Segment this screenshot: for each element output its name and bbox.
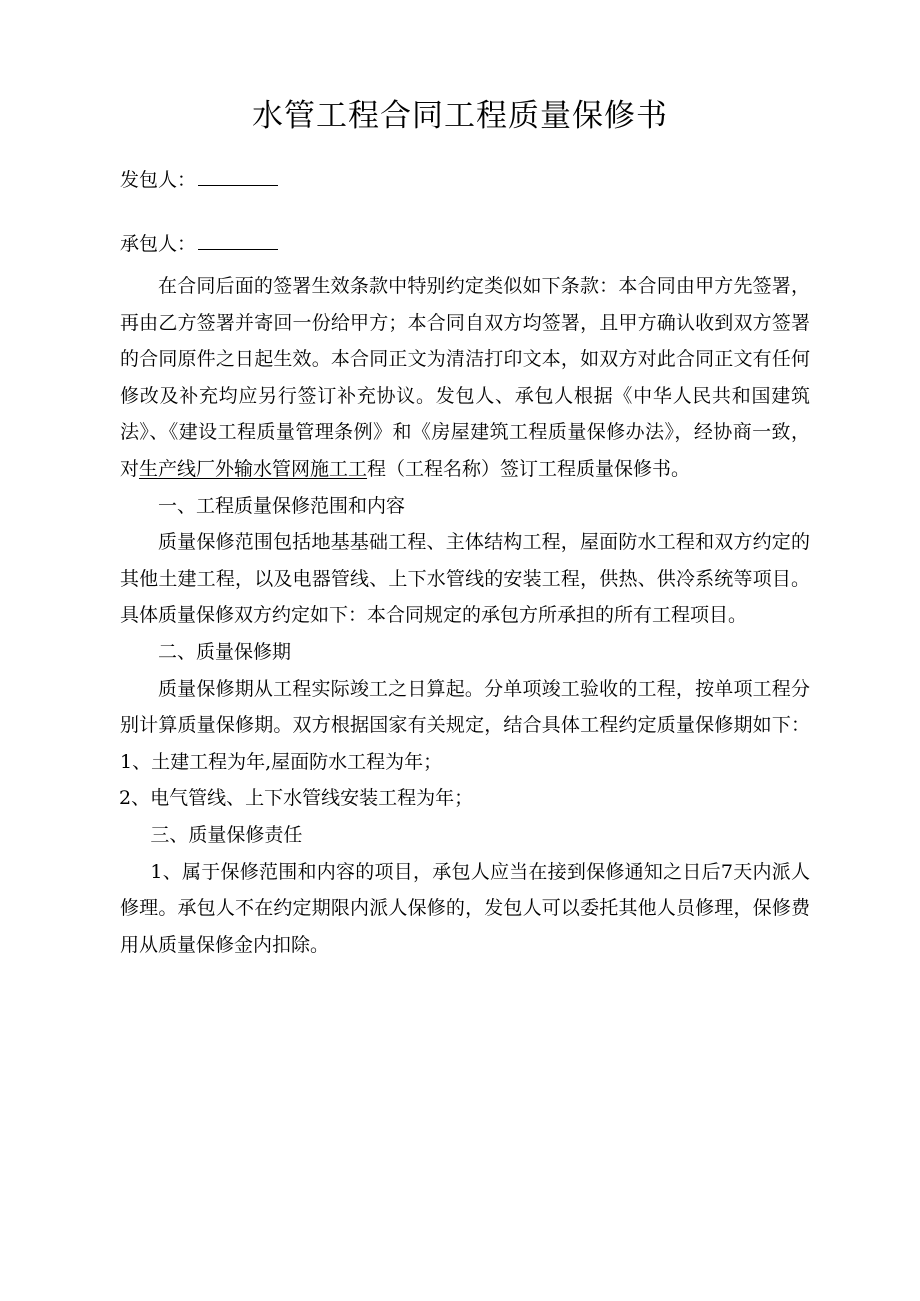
section2-heading: 二、质量保修期	[158, 640, 292, 663]
employer-label: 发包人：	[120, 169, 197, 191]
document-title: 水管工程合同工程质量保修书	[252, 98, 668, 134]
project-name: 生产线厂外输水管网施工工	[139, 457, 368, 480]
document-body	[120, 268, 810, 963]
contractor-blank	[198, 231, 278, 250]
section1-body: 质量保修范围包括地基基础工程、主体结构工程，屋面防水工程和双方约定的其他土建工程，以及电器管线、上下水管线的安装工程，供热、供冷系统等项目。具体质量保修双方约定如下：本合同规定的承包方所承担的所有工程项目。	[120, 531, 810, 627]
employer-line	[120, 166, 278, 194]
intro-text-before: 在合同后面的签署生效条款中特别约定类似如下条款：本合同由甲方先签署，再由乙方签署并寄回一份给甲方；本合同自双方均签署，且甲方确认收到双方签署的合同原件之日起生效。本合同正文为清洁打印文本，如双方对此合同正文有任何修改及补充均应另行签订补充协议。发包人、承包人根据《中华人民共和国建筑法》、《建设工程质量管理条例》和《房屋建筑工程质量保修办法》，经协商一致，对	[120, 275, 810, 480]
employer-blank	[198, 167, 278, 186]
contractor-label: 承包人：	[120, 233, 197, 255]
section3-heading: 三、质量保修责任	[150, 823, 303, 846]
section3-item1: 1、属于保修范围和内容的项目，承包人应当在接到保修通知之日后7天内派人修理。承包人不在约定期限内派人保修的，发包人可以委托其他人员修理，保修费用从质量保修金内扣除。	[120, 860, 810, 956]
contractor-line	[120, 230, 278, 258]
section2-body: 质量保修期从工程实际竣工之日算起。分单项竣工验收的工程，按单项工程分别计算质量保修期。双方根据国家有关规定，结合具体工程约定质量保修期如下：1、土建工程为年,屋面防水工程为年；	[120, 677, 810, 773]
intro-paragraph	[120, 268, 810, 488]
section2-item2: 2、电气管线、上下水管线安装工程为年；	[119, 787, 474, 810]
section1-heading: 一、工程质量保修范围和内容	[158, 494, 406, 517]
intro-text-after: 程（工程名称）签订工程质量保修书。	[367, 457, 691, 480]
